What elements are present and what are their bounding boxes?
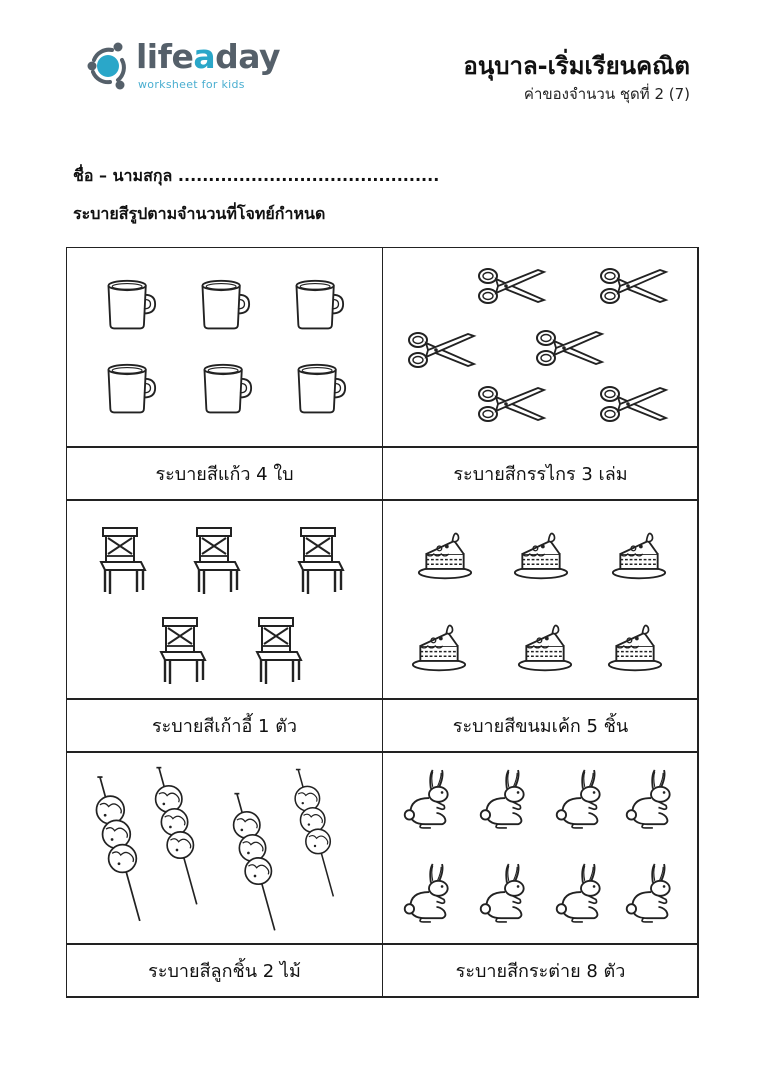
cake-icon[interactable] xyxy=(419,533,471,578)
task-label-skewers: ระบายสีลูกชิ้น 2 ไม้ xyxy=(66,943,383,998)
cup-icon[interactable] xyxy=(202,281,249,329)
rabbits-picture xyxy=(383,752,698,944)
picture-cell-skewers xyxy=(66,751,383,945)
rabbit-icon[interactable] xyxy=(481,770,524,828)
cup-icon[interactable] xyxy=(204,365,251,413)
picture-cell-rabbits xyxy=(382,751,699,945)
scissors-icon[interactable] xyxy=(601,269,666,303)
meatball-skewer-icon[interactable] xyxy=(96,777,139,921)
task-label-chairs: ระบายสีเก้าอี้ 1 ตัว xyxy=(66,698,383,753)
cake-icon[interactable] xyxy=(413,625,465,670)
chairs-picture xyxy=(67,500,382,699)
scissors-icon[interactable] xyxy=(479,269,544,303)
lifeaday-logo xyxy=(82,38,282,98)
skewers-picture xyxy=(67,752,382,944)
task-label-rabbits: ระบายสีกระต่าย 8 ตัว xyxy=(382,943,699,998)
task-label-cups: ระบายสีแก้ว 4 ใบ xyxy=(66,446,383,501)
picture-cell-scissors xyxy=(382,247,699,448)
meatball-skewer-icon[interactable] xyxy=(295,770,333,897)
meatball-skewer-icon[interactable] xyxy=(234,794,275,931)
logo-wordmark: lifeaday xyxy=(136,37,281,76)
scissors-icon[interactable] xyxy=(409,333,474,367)
cake-icon[interactable] xyxy=(613,533,665,578)
page-subtitle: ค่าของจำนวน ชุดที่ 2 (7) xyxy=(523,85,690,103)
meatball-skewer-icon[interactable] xyxy=(156,768,197,905)
chair-icon[interactable] xyxy=(101,528,145,594)
cup-icon[interactable] xyxy=(108,281,155,329)
rabbit-icon[interactable] xyxy=(481,864,524,922)
task-label-scissors: ระบายสีกรรไกร 3 เล่ม xyxy=(382,446,699,501)
rabbit-icon[interactable] xyxy=(405,864,448,922)
rabbit-icon[interactable] xyxy=(557,864,600,922)
cup-icon[interactable] xyxy=(108,365,155,413)
chair-icon[interactable] xyxy=(257,618,301,684)
page-title: อนุบาล-เริ่มเรียนคณิต xyxy=(463,52,690,80)
scissors-icon[interactable] xyxy=(601,387,666,421)
logo-tagline: worksheet for kids xyxy=(138,78,245,91)
logo-mark-icon xyxy=(82,40,134,92)
rabbit-icon[interactable] xyxy=(627,864,670,922)
rabbit-icon[interactable] xyxy=(405,770,448,828)
task-label-cakes: ระบายสีขนมเค้ก 5 ชิ้น xyxy=(382,698,699,753)
picture-cell-cakes xyxy=(382,499,699,700)
scissors-icon[interactable] xyxy=(537,331,602,365)
chair-icon[interactable] xyxy=(161,618,205,684)
scissors-icon[interactable] xyxy=(479,387,544,421)
rabbit-icon[interactable] xyxy=(557,770,600,828)
picture-cell-cups xyxy=(66,247,383,448)
instruction-text: ระบายสีรูปตามจำนวนที่โจทย์กำหนด xyxy=(73,204,326,223)
cake-icon[interactable] xyxy=(519,625,571,670)
picture-cell-chairs xyxy=(66,499,383,700)
cakes-picture xyxy=(383,500,698,699)
worksheet-grid xyxy=(66,247,698,997)
cake-icon[interactable] xyxy=(609,625,661,670)
scissors-picture xyxy=(383,248,698,447)
cup-icon[interactable] xyxy=(296,281,343,329)
chair-icon[interactable] xyxy=(195,528,239,594)
cake-icon[interactable] xyxy=(515,533,567,578)
cups-picture xyxy=(67,248,382,447)
name-field-line: ชื่อ – นามสกุล ........................................... xyxy=(73,166,440,185)
chair-icon[interactable] xyxy=(299,528,343,594)
rabbit-icon[interactable] xyxy=(627,770,670,828)
cup-icon[interactable] xyxy=(298,365,345,413)
